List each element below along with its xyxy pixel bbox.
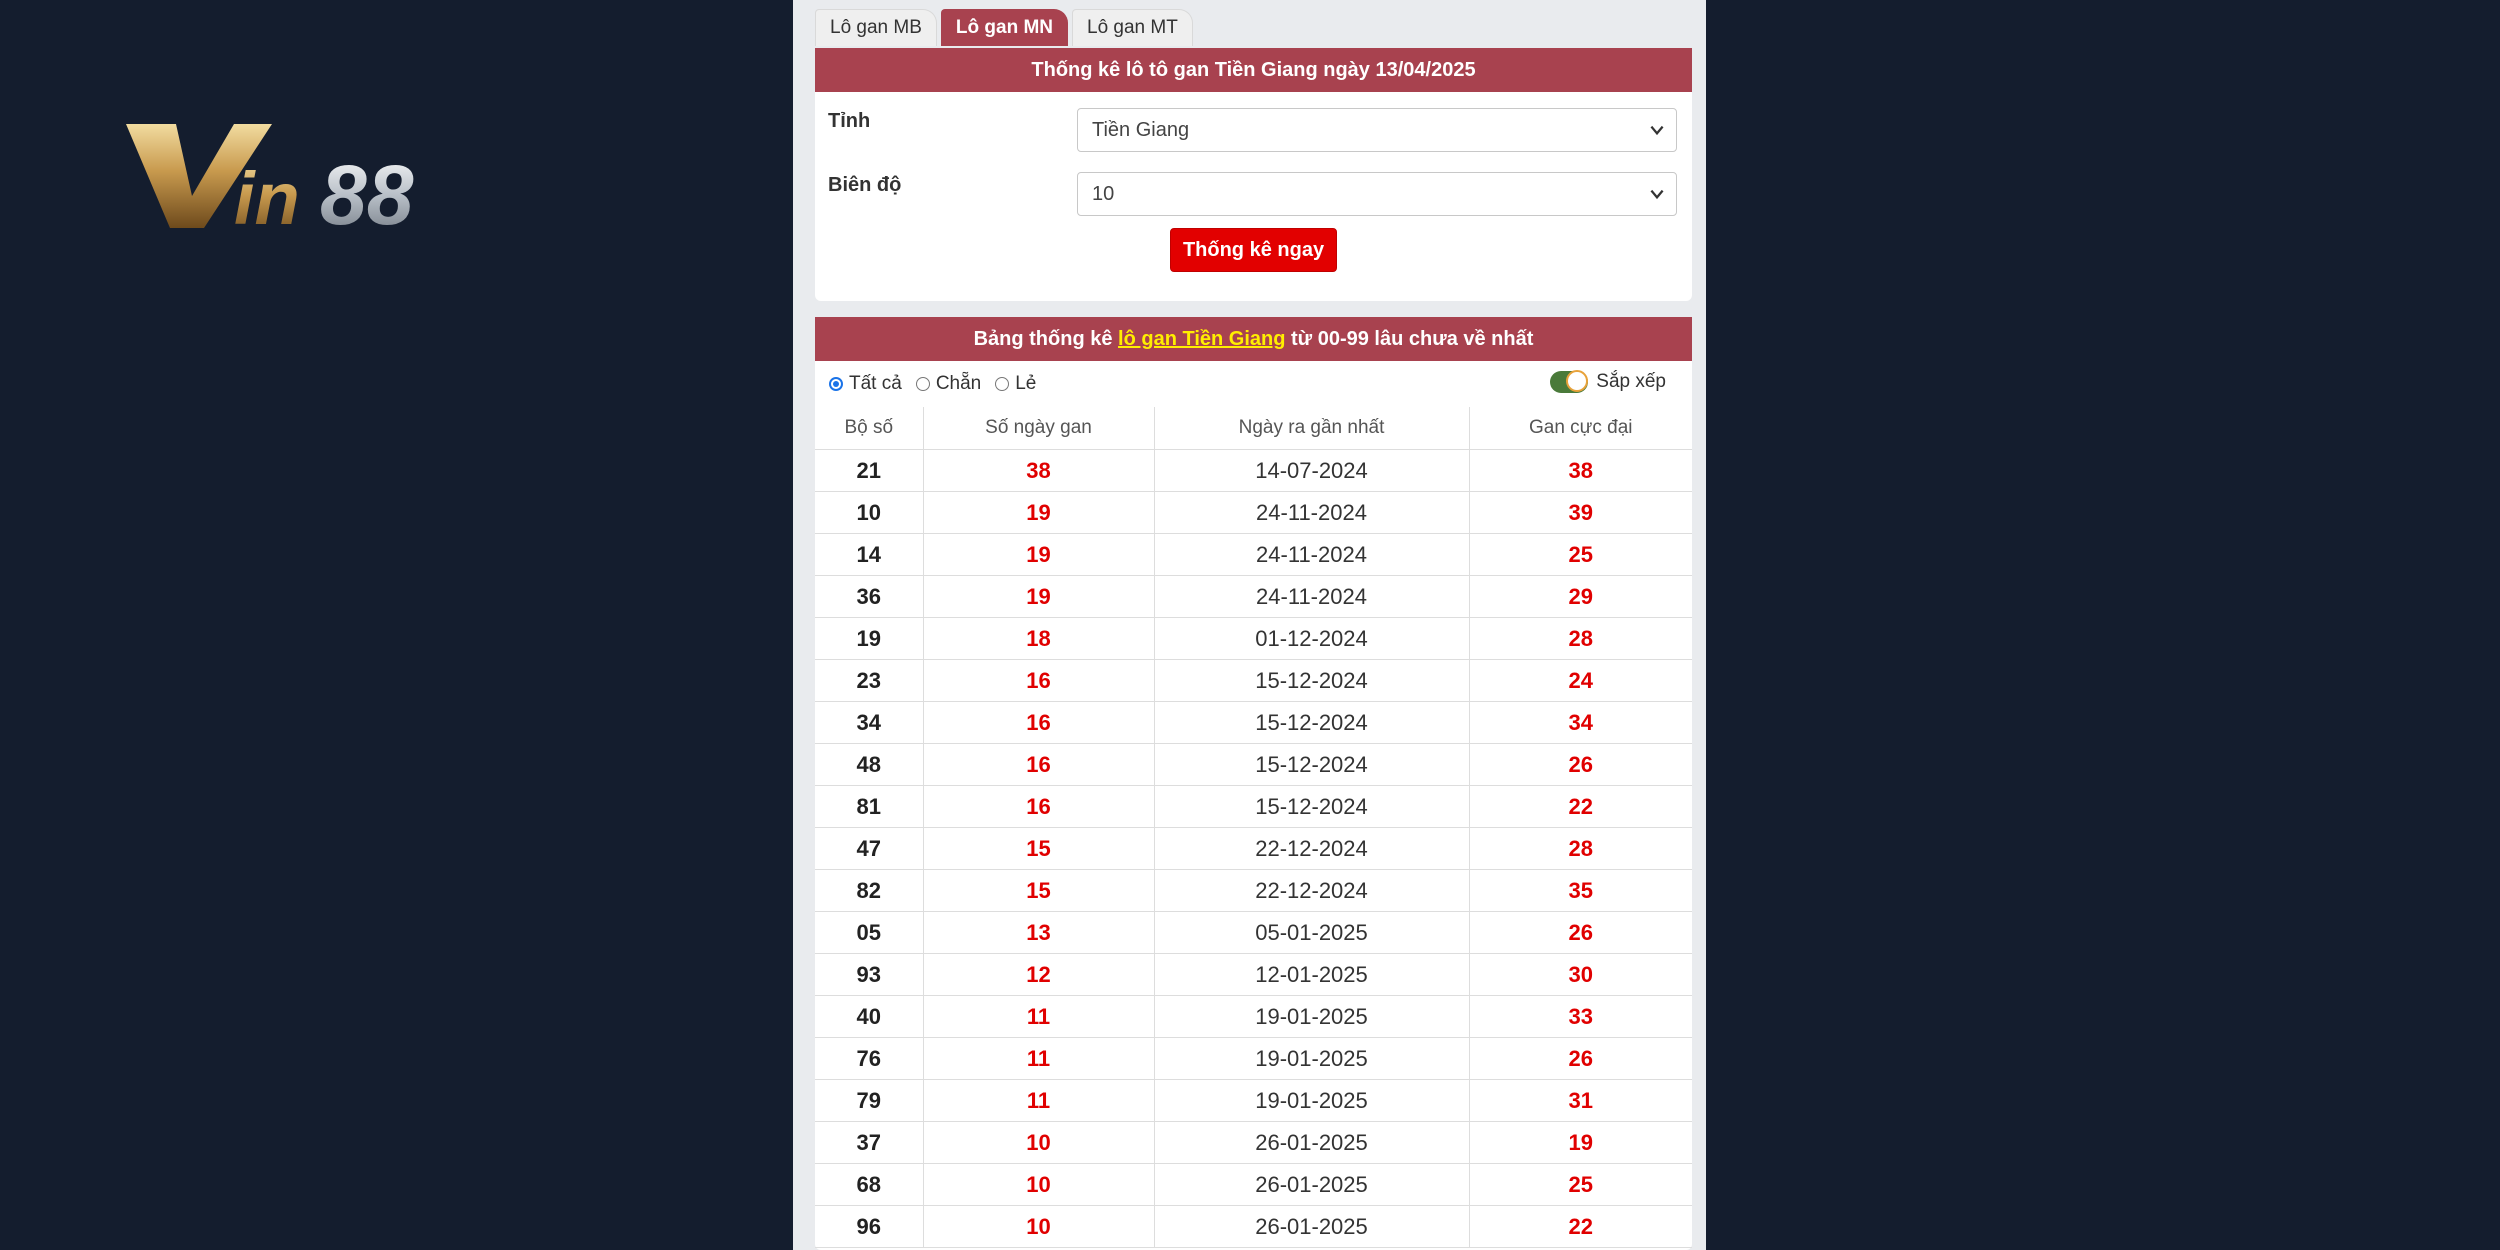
cell-number: 14	[815, 534, 923, 576]
province-row	[815, 92, 1692, 156]
table-row	[815, 702, 1692, 744]
cell-number: 79	[815, 1080, 923, 1122]
table-row	[815, 744, 1692, 786]
column-header[interactable]: Gan cực đại	[1469, 407, 1692, 450]
filter-odd-label: Lẻ	[1015, 373, 1037, 394]
cell-max-gan: 35	[1469, 870, 1692, 912]
results-title-link[interactable]: lô gan Tiền Giang	[1118, 327, 1286, 350]
chevron-down-icon	[1648, 121, 1666, 139]
cell-last-date: 19-01-2025	[1154, 1038, 1469, 1080]
province-select-value: Tiền Giang	[1092, 118, 1190, 141]
cell-number: 37	[815, 1122, 923, 1164]
cell-days-gan: 18	[923, 618, 1154, 660]
results-panel	[815, 317, 1692, 1250]
cell-last-date: 22-12-2024	[1154, 870, 1469, 912]
svg-text:in: in	[234, 157, 300, 238]
table-row	[815, 996, 1692, 1038]
table-row	[815, 450, 1692, 492]
cell-max-gan: 24	[1469, 660, 1692, 702]
filter-even-label: Chẵn	[935, 373, 982, 394]
cell-last-date: 05-01-2025	[1154, 912, 1469, 954]
radio-icon	[829, 377, 843, 391]
table-row	[815, 1164, 1692, 1206]
cell-last-date: 14-07-2024	[1154, 450, 1469, 492]
table-row	[815, 1038, 1692, 1080]
cell-max-gan: 33	[1469, 996, 1692, 1038]
cell-days-gan: 15	[923, 870, 1154, 912]
cell-days-gan: 11	[923, 1080, 1154, 1122]
table-row	[815, 786, 1692, 828]
lo-gan-table	[815, 407, 1692, 1248]
filter-even[interactable]	[916, 373, 981, 395]
table-row	[815, 576, 1692, 618]
table-row	[815, 534, 1692, 576]
cell-last-date: 24-11-2024	[1154, 492, 1469, 534]
cell-number: 93	[815, 954, 923, 996]
vin88-logo-graphic	[122, 118, 482, 238]
tab-lo-gan-mt[interactable]: Lô gan MT	[1072, 9, 1193, 46]
cell-max-gan: 38	[1469, 450, 1692, 492]
filter-row	[815, 361, 1692, 407]
cell-days-gan: 16	[923, 744, 1154, 786]
column-header[interactable]: Ngày ra gần nhất	[1154, 407, 1469, 450]
cell-number: 10	[815, 492, 923, 534]
cell-days-gan: 15	[923, 828, 1154, 870]
table-row	[815, 618, 1692, 660]
cell-last-date: 19-01-2025	[1154, 996, 1469, 1038]
cell-max-gan: 22	[1469, 786, 1692, 828]
province-select[interactable]	[1077, 108, 1677, 152]
cell-max-gan: 30	[1469, 954, 1692, 996]
column-header[interactable]: Số ngày gan	[923, 407, 1154, 450]
range-row	[815, 156, 1692, 220]
column-header[interactable]: Bộ số	[815, 407, 923, 450]
cell-last-date: 26-01-2025	[1154, 1122, 1469, 1164]
cell-number: 19	[815, 618, 923, 660]
table-header-row	[815, 407, 1692, 450]
cell-last-date: 12-01-2025	[1154, 954, 1469, 996]
cell-number: 76	[815, 1038, 923, 1080]
cell-number: 40	[815, 996, 923, 1038]
cell-last-date: 15-12-2024	[1154, 786, 1469, 828]
cell-last-date: 15-12-2024	[1154, 660, 1469, 702]
range-label: Biên độ	[828, 174, 902, 196]
results-title-suffix: từ 00-99 lâu chưa về nhất	[1291, 327, 1534, 350]
cell-number: 48	[815, 744, 923, 786]
cell-number: 96	[815, 1206, 923, 1248]
cell-last-date: 22-12-2024	[1154, 828, 1469, 870]
province-label: Tỉnh	[828, 110, 871, 132]
cell-days-gan: 12	[923, 954, 1154, 996]
cell-max-gan: 25	[1469, 1164, 1692, 1206]
cell-max-gan: 34	[1469, 702, 1692, 744]
cell-days-gan: 19	[923, 492, 1154, 534]
filter-odd[interactable]	[995, 373, 1036, 395]
region-tabs	[815, 6, 1197, 46]
cell-max-gan: 19	[1469, 1122, 1692, 1164]
table-row	[815, 1080, 1692, 1122]
chevron-down-icon	[1648, 185, 1666, 203]
toggle-knob	[1566, 370, 1588, 392]
cell-number: 82	[815, 870, 923, 912]
cell-last-date: 15-12-2024	[1154, 744, 1469, 786]
parity-filter	[829, 373, 1050, 395]
cell-days-gan: 16	[923, 660, 1154, 702]
cell-max-gan: 26	[1469, 744, 1692, 786]
cell-days-gan: 11	[923, 996, 1154, 1038]
cell-days-gan: 10	[923, 1164, 1154, 1206]
cell-last-date: 19-01-2025	[1154, 1080, 1469, 1122]
table-row	[815, 870, 1692, 912]
tab-lo-gan-mn[interactable]: Lô gan MN	[941, 9, 1068, 46]
cell-last-date: 15-12-2024	[1154, 702, 1469, 744]
cell-number: 36	[815, 576, 923, 618]
stats-form-panel	[815, 48, 1692, 301]
vin88-logo	[122, 118, 482, 238]
sort-label: Sắp xếp	[1596, 371, 1666, 392]
table-row	[815, 954, 1692, 996]
radio-icon	[916, 377, 930, 391]
results-title	[815, 317, 1692, 361]
table-row	[815, 828, 1692, 870]
form-title: Thống kê lô tô gan Tiền Giang ngày 13/04/2025	[815, 48, 1692, 92]
cell-max-gan: 28	[1469, 618, 1692, 660]
cell-days-gan: 19	[923, 534, 1154, 576]
table-row	[815, 1206, 1692, 1248]
table-row	[815, 660, 1692, 702]
range-select[interactable]	[1077, 172, 1677, 216]
sort-toggle[interactable]	[1550, 371, 1588, 393]
cell-max-gan: 25	[1469, 534, 1692, 576]
table-row	[815, 912, 1692, 954]
cell-number: 23	[815, 660, 923, 702]
cell-max-gan: 29	[1469, 576, 1692, 618]
cell-days-gan: 13	[923, 912, 1154, 954]
table-body	[815, 450, 1692, 1248]
cell-number: 05	[815, 912, 923, 954]
cell-number: 34	[815, 702, 923, 744]
cell-days-gan: 19	[923, 576, 1154, 618]
cell-days-gan: 10	[923, 1206, 1154, 1248]
cell-max-gan: 26	[1469, 1038, 1692, 1080]
cell-number: 21	[815, 450, 923, 492]
cell-days-gan: 16	[923, 702, 1154, 744]
cell-days-gan: 10	[923, 1122, 1154, 1164]
submit-button[interactable]: Thống kê ngay	[1170, 228, 1337, 272]
svg-text:88: 88	[320, 148, 414, 238]
cell-last-date: 26-01-2025	[1154, 1206, 1469, 1248]
range-select-value: 10	[1092, 182, 1115, 205]
table-row	[815, 492, 1692, 534]
radio-icon	[995, 377, 1009, 391]
cell-days-gan: 38	[923, 450, 1154, 492]
filter-all-label: Tất cả	[849, 373, 902, 394]
filter-all[interactable]	[829, 373, 902, 395]
submit-wrap	[815, 220, 1692, 288]
cell-number: 81	[815, 786, 923, 828]
cell-max-gan: 22	[1469, 1206, 1692, 1248]
cell-last-date: 26-01-2025	[1154, 1164, 1469, 1206]
lottery-page	[793, 0, 1706, 1250]
sort-toggle-group	[1550, 371, 1666, 393]
cell-last-date: 01-12-2024	[1154, 618, 1469, 660]
results-title-prefix: Bảng thống kê	[973, 327, 1113, 350]
cell-number: 47	[815, 828, 923, 870]
cell-max-gan: 39	[1469, 492, 1692, 534]
cell-max-gan: 26	[1469, 912, 1692, 954]
table-row	[815, 1122, 1692, 1164]
cell-max-gan: 31	[1469, 1080, 1692, 1122]
cell-number: 68	[815, 1164, 923, 1206]
cell-days-gan: 11	[923, 1038, 1154, 1080]
cell-last-date: 24-11-2024	[1154, 576, 1469, 618]
cell-last-date: 24-11-2024	[1154, 534, 1469, 576]
cell-max-gan: 28	[1469, 828, 1692, 870]
cell-days-gan: 16	[923, 786, 1154, 828]
tab-lo-gan-mb[interactable]: Lô gan MB	[815, 9, 937, 46]
